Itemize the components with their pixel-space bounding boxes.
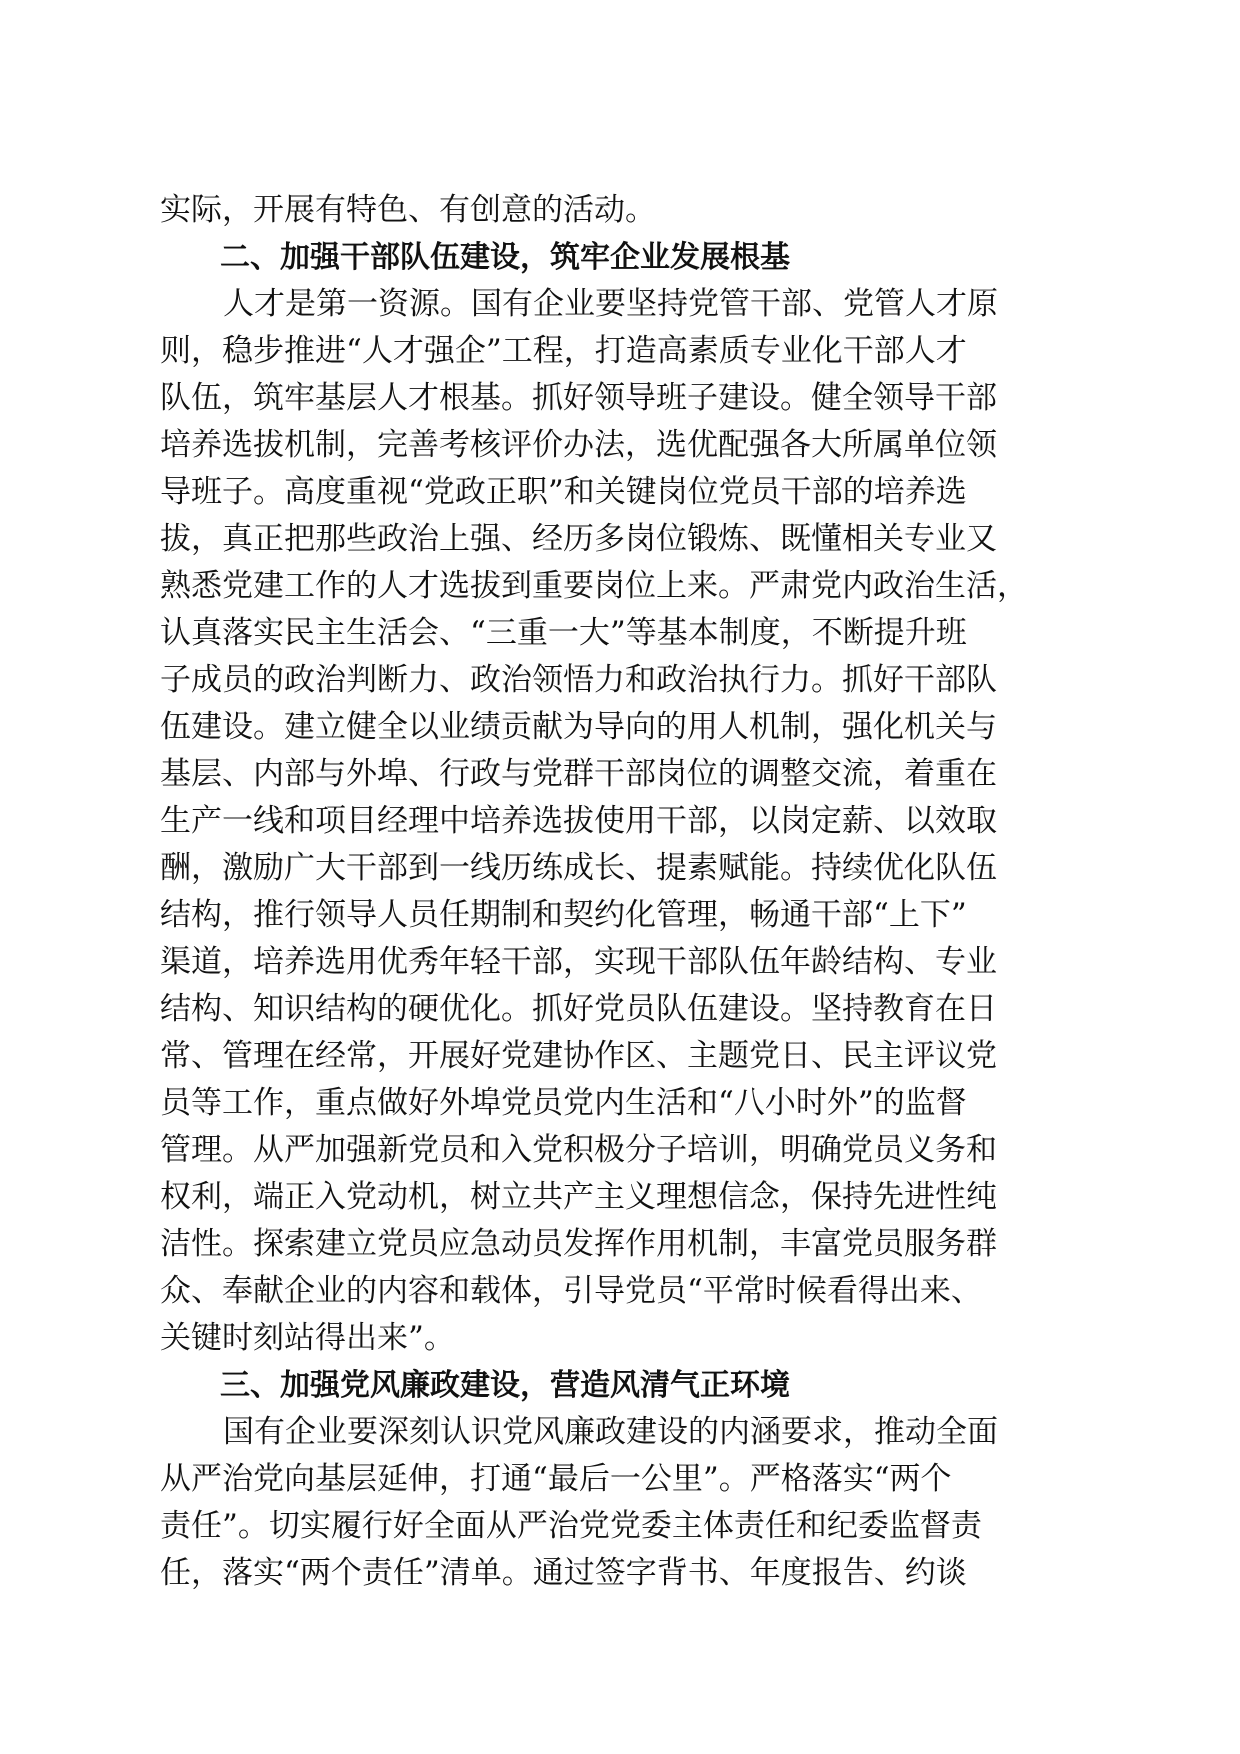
body-text-line: 众、奉献企业的内容和载体，引导党员“平常时候看得出来、 [160, 1273, 982, 1309]
body-text-line: 则，稳步推进“人才强企”工程，打造高素质专业化干部人才 [160, 333, 967, 369]
body-text-line: 员等工作，重点做好外埠党员党内生活和“八小时外”的监督 [160, 1085, 967, 1121]
body-text-line: 认真落实民主生活会、“三重一大”等基本制度，不断提升班 [160, 615, 967, 651]
body-text-line: 从严治党向基层延伸，打通“最后一公里”。严格落实“两个 [160, 1461, 952, 1497]
body-text-line: 生产一线和项目经理中培养选拔使用干部，以岗定薪、以效取 [160, 803, 997, 839]
paragraph-first-line: 人才是第一资源。国有企业要坚持党管干部、党管人才原 [223, 286, 998, 322]
body-text-line: 洁性。探索建立党员应急动员发挥作用机制，丰富党员服务群 [160, 1226, 997, 1262]
body-text-line: 酬，激励广大干部到一线历练成长、提素赋能。持续优化队伍 [160, 850, 997, 886]
body-text-line: 队伍，筑牢基层人才根基。抓好领导班子建设。健全领导干部 [160, 380, 997, 416]
section-heading-2: 二、加强干部队伍建设，筑牢企业发展根基 [220, 240, 790, 275]
body-text-line: 拔，真正把那些政治上强、经历多岗位锻炼、既懂相关专业又 [160, 521, 997, 557]
body-text-line: 伍建设。建立健全以业绩贡献为导向的用人机制，强化机关与 [160, 709, 997, 745]
body-text-line: 责任”。切实履行好全面从严治党党委主体责任和纪委监督责 [160, 1508, 982, 1544]
body-text-line: 关键时刻站得出来”。 [160, 1320, 455, 1356]
document-page [160, 187, 1080, 1597]
body-text-line: 子成员的政治判断力、政治领悟力和政治执行力。抓好干部队 [160, 662, 997, 698]
body-text-line: 熟悉党建工作的人才选拔到重要岗位上来。严肃党内政治生活， [160, 568, 1028, 604]
body-text-line: 导班子。高度重视“党政正职”和关键岗位党员干部的培养选 [160, 474, 967, 510]
body-text-line: 培养选拔机制，完善考核评价办法，选优配强各大所属单位领 [160, 427, 997, 463]
body-text-line: 实际，开展有特色、有创意的活动。 [160, 192, 656, 228]
body-text-line: 权利，端正入党动机，树立共产主义理想信念，保持先进性纯 [160, 1179, 997, 1215]
body-text-line: 结构、知识结构的硬优化。抓好党员队伍建设。坚持教育在日 [160, 991, 997, 1027]
body-text-line: 渠道，培养选用优秀年轻干部，实现干部队伍年龄结构、专业 [160, 944, 997, 980]
body-text-line: 常、管理在经常，开展好党建协作区、主题党日、民主评议党 [160, 1038, 997, 1074]
paragraph-first-line: 国有企业要深刻认识党风廉政建设的内涵要求，推动全面 [223, 1414, 998, 1450]
body-text-line: 任，落实“两个责任”清单。通过签字背书、年度报告、约谈 [160, 1555, 967, 1591]
body-text-line: 结构，推行领导人员任期制和契约化管理，畅通干部“上下” [160, 897, 967, 933]
body-text-line: 基层、内部与外埠、行政与党群干部岗位的调整交流，着重在 [160, 756, 997, 792]
section-heading-3: 三、加强党风廉政建设，营造风清气正环境 [220, 1368, 790, 1403]
body-text-line: 管理。从严加强新党员和入党积极分子培训，明确党员义务和 [160, 1132, 997, 1168]
